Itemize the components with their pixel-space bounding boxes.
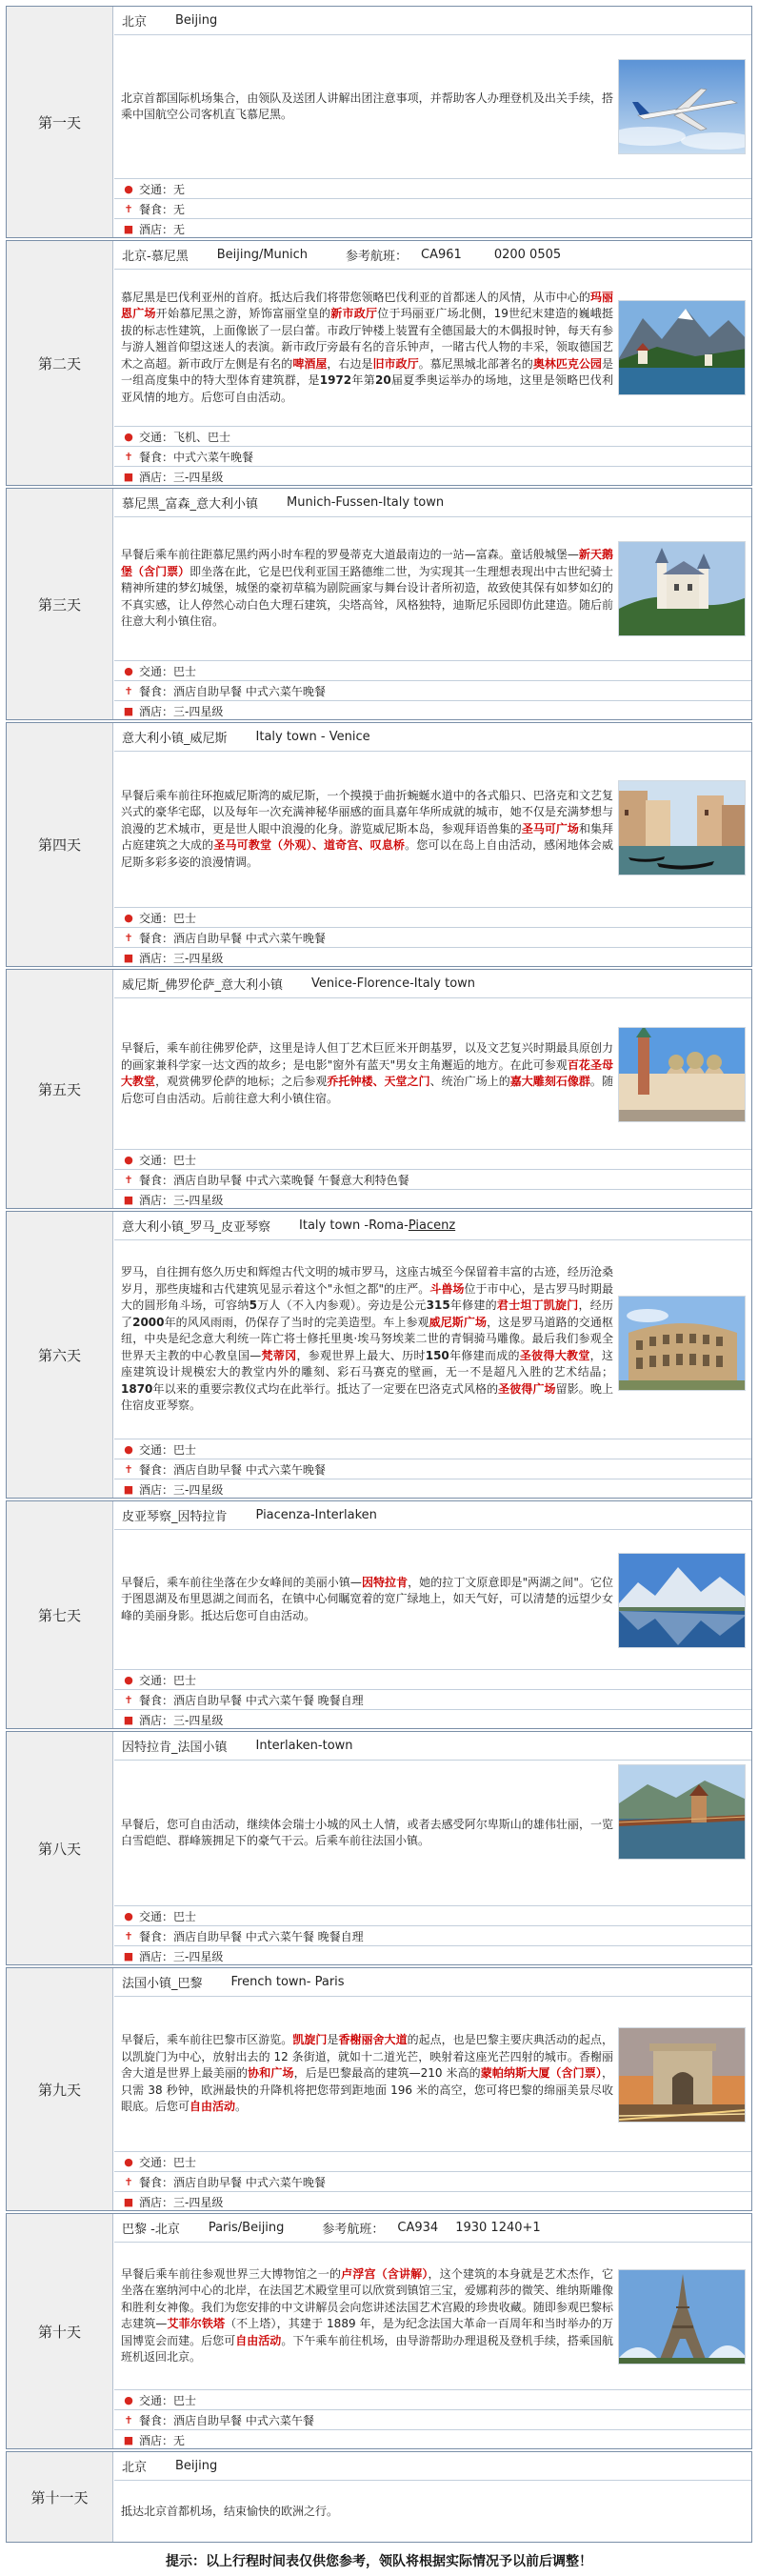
hotel-info: ■ 酒店：三-四星级 <box>123 1950 224 1963</box>
flight-label: 参考航班： <box>322 2223 385 2237</box>
day-row <box>6 1967 752 2211</box>
title-cn: 慕尼黑_富森_意大利小镇 <box>122 497 259 512</box>
hotel-info: ■ 酒店：三-四星级 <box>123 2196 224 2209</box>
bed-icon: ■ <box>123 705 134 717</box>
airplane-photo <box>618 59 746 154</box>
transport-info: ● 交通：巴士 <box>114 1150 751 1170</box>
day-body <box>114 517 751 661</box>
title-en: Beijing <box>175 2459 218 2473</box>
title-en: Munich-Fussen-Italy town <box>287 495 445 510</box>
day-label: 第十天 <box>7 2214 113 2448</box>
alpine-lake-photo <box>618 300 746 395</box>
map-pin-icon: ● <box>124 664 133 677</box>
arc-de-triomphe-photo <box>618 2027 746 2123</box>
fork-icon: ✝ <box>124 2175 133 2188</box>
title-cn: 北京-慕尼黑 <box>122 250 189 264</box>
eiffel-tower-photo <box>618 2269 746 2365</box>
day-body <box>114 998 751 1150</box>
day-body <box>114 752 751 908</box>
day-title <box>114 1212 751 1240</box>
day-title <box>114 1501 751 1530</box>
hotel-info: ■ 酒店：三-四星级 <box>123 952 224 965</box>
bed-icon: ■ <box>123 223 134 235</box>
bed-icon: ■ <box>123 1194 134 1206</box>
transport-info: ● 交通：巴士 <box>114 1439 751 1459</box>
map-pin-icon: ● <box>124 1673 133 1686</box>
map-pin-icon: ● <box>124 1909 133 1922</box>
bed-icon: ■ <box>123 1714 134 1726</box>
title-en: Beijing <box>175 13 218 28</box>
castle-photo <box>618 541 746 636</box>
day-body <box>114 2481 751 2543</box>
flight-time: 0200 0505 <box>493 248 562 262</box>
hotel-info: ■ 酒店：三-四星级 <box>123 705 224 718</box>
day-label: 第九天 <box>7 1968 113 2210</box>
flight-number: CA934 <box>397 2221 439 2235</box>
day-description: 慕尼黑是巴伐利亚州的首府。抵达后我们将带您领略巴伐利亚的首都迷人的风情，从市中心的玛丽恩广场开始慕尼黑之游，矫饰富丽堂皇的新市政厅位于玛丽亚广场北侧，19世纪末建造的巍峨挺拔的标志性建筑，上面像嵌了一层白蕾。市政厅钟楼上装置有全德国最大的木偶报时钟，每天有参与游人翘首仰望这迷人的表演。新市政厅旁最有名的音乐钟声，一睹古代人物的丰采，领取德国艺术之高超。新市政厅左侧是有名的啤酒屋，右边是旧市政厅。慕尼黑城北部著名的奥林匹克公园是一组高度集中的特大型体育建筑群，是1972年第20届夏季奥运举办的场地，这里是领略巴伐利亚风情的地方。后您可自由活动。 <box>121 290 613 404</box>
day-description: 抵达北京首都机场，结束愉快的欧洲之行。 <box>121 2504 339 2518</box>
day-description: 早餐后，乘车前往坐落在少女峰间的美丽小镇—因特拉肯，她的拉丁文原意即是"两湖之间"。它位于图恩湖及布里恩湖之间而名，在镇中心伺瞩宽着的宽广绿地上，如天气好，可以清楚的远望少女峰的美丽身影。抵达后您可自由活动。 <box>121 1575 613 1622</box>
title-en: Paris/Beijing <box>208 2221 285 2235</box>
day-body <box>114 270 751 427</box>
day-description: 早餐后乘车前往参观世界三大博物馆之一的卢浮宫（含讲解），这个建筑的本身就是艺术杰作，它坐落在塞纳河中心的北岸，在法国艺术殿堂里可以欣赏到镇馆三宝，爱娜莉莎的微笑、维纳斯雕像和胜利女神像。我们为您安排的中文讲解员会向您讲述法国艺术宫殿的珍贵收藏。随即参观巴黎标志建筑—艾菲尔铁塔（不上塔），其建于 1889 年，是为纪念法国大革命一百周年和当时举办的万国博览会而建。后您可自由活动。下午乘车前往机场，由导游帮助办理退税及登机手续，搭乘国航班机返回北京。 <box>121 2266 613 2364</box>
transport-info: ● 交通：巴士 <box>114 661 751 681</box>
day-label: 第二天 <box>7 241 113 485</box>
day-label: 第十一天 <box>7 2452 113 2542</box>
title-cn: 法国小镇_巴黎 <box>122 1977 203 1991</box>
hotel-info: ■ 酒店：三-四星级 <box>123 1483 224 1497</box>
fork-icon: ✝ <box>124 1462 133 1476</box>
meal-info: ✝ 餐食：酒店自助早餐 中式六菜午晚餐 <box>114 2172 751 2192</box>
bed-icon: ■ <box>123 2196 134 2208</box>
day-body <box>114 1530 751 1670</box>
day-title <box>114 241 751 270</box>
day-row <box>6 488 752 720</box>
transport-info: ● 交通：巴士 <box>114 1906 751 1926</box>
title-en: Interlaken-town <box>255 1739 353 1753</box>
transport-info: ● 交通：巴士 <box>114 1670 751 1690</box>
day-title <box>114 2452 751 2481</box>
day-row <box>6 722 752 967</box>
day-body <box>114 35 751 179</box>
title-cn: 意大利小镇_罗马_皮亚琴察 <box>122 1220 271 1235</box>
hotel-info: ■ 酒店：三-四星级 <box>123 471 224 484</box>
transport-info: ● 交通：巴士 <box>114 908 751 928</box>
hotel-info: ■ 酒店：无 <box>123 223 186 236</box>
day-description: 早餐后乘车前往距慕尼黑约两小时车程的罗曼蒂克大道最南边的一站—富森。童话般城堡—新天鹅堡（含门票）即坐落在此，它是巴伐利亚国王路德维二世，为实现其一生理想表现出中古世纪骑士精神所建的梦幻城堡，城堡的豪初草稿为剧院画家与舞台设计者所初造，故致使其保有如梦如幻的不真实感，让人停然心动白色大理石建筑，尖塔高耸，风格独特，迪斯尼乐园即仿此建造。随后前往意大利小镇住宿。 <box>121 548 613 629</box>
chapel-bridge-photo <box>618 1764 746 1860</box>
title-en: Italy town -Roma- <box>299 1218 409 1233</box>
flight-time: 1930 1240+1 <box>455 2221 541 2235</box>
hotel-info: ■ 酒店：三-四星级 <box>123 1194 224 1207</box>
day-title <box>114 970 751 998</box>
transport-info: ● 交通：无 <box>114 179 751 199</box>
day-description: 早餐后，乘车前往巴黎市区游览。凯旋门是香榭丽舍大道的起点，也是巴黎主要庆典活动的起点，以凯旋门为中心，放射出去的 12 条街道，就如十二道光芒，映射着这座光芒四射的城市。香榭丽舍大道是世界上最美丽的协和广场，后是巴黎最高的建筑—210 米高的蒙帕纳斯大厦（含门票），只需 38 秒钟，欧洲最快的升降机将把您带到距地面 196 米的高空，您可将巴黎的绵丽美景尽收眼底。后您可自由活动。 <box>121 2033 613 2114</box>
fork-icon: ✝ <box>124 1173 133 1186</box>
title-cn: 北京 <box>122 15 148 30</box>
map-pin-icon: ● <box>124 911 133 924</box>
day-description: 早餐后，乘车前往佛罗伦萨，这里是诗人但丁艺术巨匠米开朗基罗，以及文艺复兴时期最具原创力的画家兼科学家一达文西的故乡；是电影"窗外有蓝天"男女主角邂逅的地方。在此可参观百花圣母大教堂，观赏佛罗伦萨的地标；之后参观乔托钟楼、天堂之门、统治广场上的嘉大雕刻石像群。随后您可自由活动。后前往意大利小镇住宿。 <box>121 1041 613 1105</box>
mountain-lake-photo <box>618 1553 746 1648</box>
title-cn: 意大利小镇_威尼斯 <box>122 732 228 746</box>
title-cn: 北京 <box>122 2461 148 2475</box>
day-label: 第四天 <box>7 723 113 966</box>
day-description: 早餐后，您可自由活动，继续体会瑞士小城的风土人情，或者去感受阿尔卑斯山的雄伟壮丽，一览白雪皑皑、群峰簇拥足下的豪气干云。后乘车前往法国小镇。 <box>121 1817 613 1847</box>
footer-note: 提示：以上行程时间表仅供您参考，领队将根据实际情况予以前后调整！ <box>166 2554 592 2569</box>
map-pin-icon: ● <box>124 2155 133 2168</box>
fork-icon: ✝ <box>124 931 133 944</box>
day-description: 罗马，自往拥有悠久历史和辉煌古代文明的城市罗马，这座古城至今保留着丰富的古迹，经历沧桑岁月，那些庚墟和古代建筑见显示着这个"永恒之都"的庄严。斗兽场位于市中心，是古罗马时期最大的圆形角斗场，可容纳5万人（不入内参观）。旁边是公元315年修建的君士坦丁凯旋门，经历了2000年的风风雨雨，仍保存了当时的完美造型。车上参观威尼斯广场，这是罗马道路的交通枢纽，中央是纪念意大利统一阵亡将士修托里奥·埃马努埃莱二世的青铜骑马雕像。最后我们参观全世界天主教的中心教皇国—梵蒂冈，参观世界上最大、历时150年修建而成的圣彼得大教堂，这座建筑设计规模宏大的教堂内外的雕刻、彩石马赛克的壁画，无一不是超凡入胜的艺术结晶；1870年以来的重要宗教仪式均在此举行。抵达了一定要在巴洛克式风格的圣彼得广场留影。晚上住宿皮亚琴察。 <box>121 1265 613 1413</box>
day-body <box>114 1997 751 2152</box>
map-pin-icon: ● <box>124 1442 133 1456</box>
venice-canal-photo <box>618 780 746 875</box>
colosseum-photo <box>618 1296 746 1391</box>
meal-info: ✝ 餐食：酒店自助早餐 中式六菜午晚餐 <box>114 1459 751 1479</box>
meal-info: ✝ 餐食：酒店自助早餐 中式六菜午晚餐 <box>114 681 751 701</box>
title-en: Beijing/Munich <box>216 248 309 262</box>
fork-icon: ✝ <box>124 1929 133 1942</box>
meal-info: ✝ 餐食：中式六菜午晚餐 <box>114 447 751 467</box>
day-title <box>114 7 751 35</box>
day-row <box>6 1500 752 1729</box>
map-pin-icon: ● <box>124 430 133 443</box>
map-pin-icon: ● <box>124 1153 133 1166</box>
day-row <box>6 6 752 238</box>
day-label: 第八天 <box>7 1732 113 1964</box>
bed-icon: ■ <box>123 2434 134 2446</box>
day-row <box>6 1211 752 1499</box>
transport-info: ● 交通：巴士 <box>114 2390 751 2410</box>
title-cn: 威尼斯_佛罗伦萨_意大利小镇 <box>122 978 284 993</box>
title-cn: 因特拉肯_法国小镇 <box>122 1741 228 1755</box>
fork-icon: ✝ <box>124 684 133 697</box>
title-cn: 皮亚琴察_因特拉肯 <box>122 1510 228 1524</box>
day-row <box>6 1731 752 1965</box>
meal-info: ✝ 餐食：酒店自助早餐 中式六菜晚餐 午餐意大利特色餐 <box>114 1170 751 1190</box>
transport-info: ● 交通：巴士 <box>114 2152 751 2172</box>
bed-icon: ■ <box>123 1950 134 1962</box>
day-label: 第六天 <box>7 1212 113 1498</box>
fork-icon: ✝ <box>124 202 133 215</box>
bed-icon: ■ <box>123 471 134 483</box>
flight-number: CA961 <box>421 248 462 262</box>
day-label: 第三天 <box>7 489 113 719</box>
meal-info: ✝ 餐食：酒店自助早餐 中式六菜午晚餐 <box>114 928 751 948</box>
fork-icon: ✝ <box>124 2413 133 2426</box>
meal-info: ✝ 餐食：无 <box>114 199 751 219</box>
day-body <box>114 2243 751 2390</box>
hotel-info: ■ 酒店：无 <box>123 2434 186 2447</box>
day-title <box>114 1968 751 1997</box>
flight-label: 参考航班： <box>346 250 409 264</box>
hotel-info: ■ 酒店：三-四星级 <box>123 1714 224 1727</box>
meal-info: ✝ 餐食：酒店自助早餐 中式六菜午餐 <box>114 2410 751 2430</box>
bed-icon: ■ <box>123 952 134 964</box>
day-title <box>114 723 751 752</box>
day-row <box>6 969 752 1209</box>
day-description: 北京首都国际机场集合，由领队及送团人讲解出团注意事项，并帮助客人办理登机及出关手续，搭乘中国航空公司客机直飞慕尼黑。 <box>121 91 613 121</box>
day-label: 第五天 <box>7 970 113 1208</box>
day-title <box>114 1732 751 1761</box>
venice-square-photo <box>618 1027 746 1122</box>
day-row <box>6 240 752 486</box>
title-cn: 巴黎 -北京 <box>122 2223 180 2237</box>
day-row <box>6 2451 752 2543</box>
day-label: 第七天 <box>7 1501 113 1728</box>
transport-info: ● 交通：飞机、巴士 <box>114 427 751 447</box>
day-title <box>114 2214 751 2243</box>
meal-info: ✝ 餐食：酒店自助早餐 中式六菜午餐 晚餐自理 <box>114 1690 751 1710</box>
day-body <box>114 1240 751 1439</box>
title-en: Piacenza-Interlaken <box>255 1508 377 1522</box>
fork-icon: ✝ <box>124 1693 133 1706</box>
map-pin-icon: ● <box>124 182 133 195</box>
title-en: Italy town - Venice <box>255 730 370 744</box>
day-title <box>114 489 751 517</box>
day-description: 早餐后乘车前往环抱威尼斯湾的威尼斯，一个摸摸于曲折蜿蜒水道中的各式船只、巴洛克和文艺复兴式的豪华宅邸，以及每年一次充满神秘华丽感的面具嘉年华所成就的城市，她不仅是充满梦想与浪漫的艺术城市，更是世人眼中浪漫的化身。游览威尼斯本岛，参观拜语兽集的圣马可广场和集拜占庭建筑之大成的圣马可教堂（外观）、道奇宫、叹息桥。您可以在岛上自由活动，感闲地体会威尼斯多彩多姿的浪漫情调。 <box>121 788 613 869</box>
bed-icon: ■ <box>123 1483 134 1496</box>
meal-info: ✝ 餐食：酒店自助早餐 中式六菜午餐 晚餐自理 <box>114 1926 751 1946</box>
title-en: French town- Paris <box>230 1975 345 1989</box>
day-row <box>6 2213 752 2449</box>
title-en-underlined: Piacenz <box>408 1218 456 1233</box>
day-label: 第一天 <box>7 7 113 237</box>
map-pin-icon: ● <box>124 2393 133 2406</box>
fork-icon: ✝ <box>124 450 133 463</box>
title-en: Venice-Florence-Italy town <box>311 976 476 991</box>
day-body <box>114 1761 751 1906</box>
